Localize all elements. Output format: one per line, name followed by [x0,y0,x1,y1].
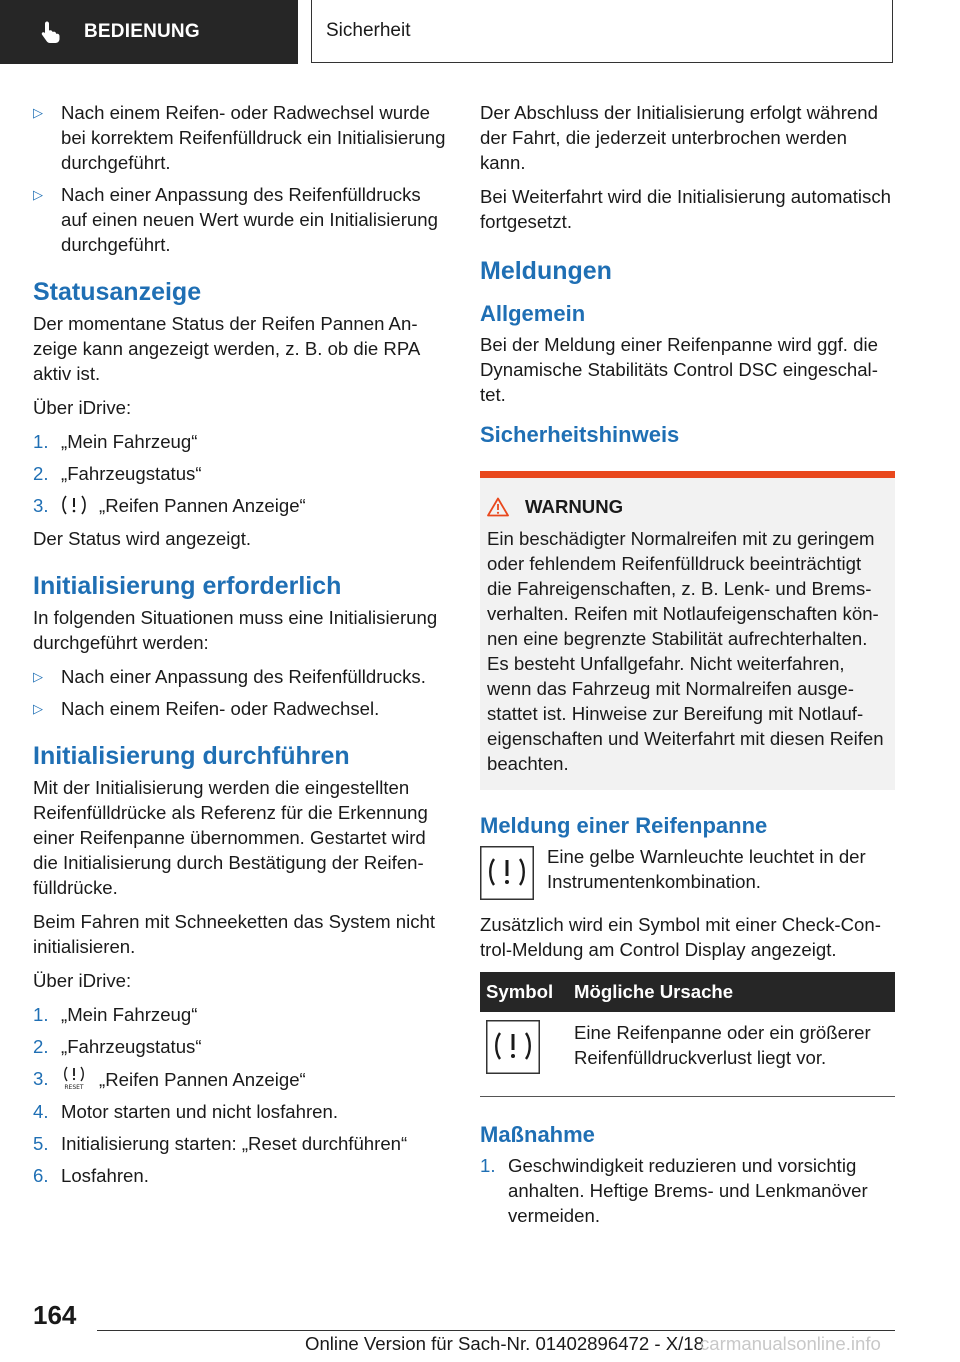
table-cell-symbol [480,1012,568,1097]
page-header [0,0,960,66]
tire-reset-icon [61,1066,87,1090]
tire-pressure-warning-lamp-icon [480,846,534,900]
idrive-label: Über iDrive: [33,970,132,991]
init-do-text2: Beim Fahren mit Schneeketten das System nicht initialisieren. [33,911,436,957]
list-item: 3. RESET „Reifen Pannen Anzeige“ [33,1068,306,1090]
page-number: 164 [33,1300,77,1330]
list-item: 1. Geschwindigkeit reduzieren und vorsichtig anhalten. Heftige Brems- und Lenkmanöver vermeiden. [480,1155,868,1226]
heading-massnahme: Maßnahme [480,1122,595,1147]
watermark: carmanualsonline.info [700,1333,881,1354]
warning-lamp-text: Eine gelbe Warnleuchte leuchtet in der Instrumentenkombination. [547,846,866,892]
heading-statusanzeige: Statusanzeige [33,278,202,306]
footer-divider [97,1330,895,1331]
triangle-bullet-icon: ▷ [33,105,43,120]
allgemein-text: Bei der Meldung einer Reifenpanne wird ggf. die Dynamische Stabilitäts Control DSC eingeschaltet. [480,334,878,405]
idrive-label: Über iDrive: [33,397,132,418]
warning-label: WARNUNG [525,496,624,517]
status-result: Der Status wird angezeigt. [33,528,252,549]
completion-text: Der Abschluss der Initialisierung erfolgt während der Fahrt, die jederzeit unterbrochen werden kann. [480,102,878,173]
init-do-text1: Mit der Initialisierung werden die eingestellten Reifenfülldrücke als Referenz für die Erkennung einer Reifenpanne übernommen. Gestartet wird die Initialisierung durch Bestätigung der Reifenfülldrücke. [33,777,428,898]
init-do-steps [33,1002,447,1188]
heading-init-do: Initialisierung durchführen [33,742,350,770]
symbol-text: Zusätzlich wird ein Symbol mit einer Check-Control-Meldung am Control Display angezeigt. [480,914,881,960]
list-item: 1. „Mein Fahrzeug“ [33,431,198,452]
tire-pressure-warning-lamp-icon [486,1020,540,1074]
right-column [480,100,895,1236]
continuation-text: Bei Weiterfahrt wird die Initialisierung automatisch fortgesetzt. [480,186,891,232]
warning-text: Ein beschädigter Normalreifen mit zu geringem oder fehlendem Reifenfülldruck beeinträchtigt die Fahreigenschaften, z. B. Lenk- und Bremsverhalten. Reifen mit Notlaufeigenschaften können eine begrenzte Stabilität aufrechterhalten. Es besteht Unfallgefahr. Nicht weiterfahren, wenn das Fahrzeug mit Normalreifen ausgestattet ist. Hinweise zur Bereifung mit Notlaufeigenschaften und Weiterfahrt mit diesen Reifen beachten. [487,528,884,774]
triangle-bullet-icon: ▷ [33,187,43,202]
list-item: ▷ Nach einer Anpassung des Reifenfülldrucks auf einen neuen Wert wurde ein Initialisierung durchgeführt. [33,184,438,255]
massnahme-steps [480,1153,895,1228]
section-label: BEDIENUNG [84,21,200,42]
table-row [480,1012,895,1097]
heading-meldung-reifenpanne: Meldung einer Reifenpanne [480,813,768,838]
list-item: ▷ Nach einem Reifen- oder Radwechsel wurde bei korrektem Reifenfülldruck ein Initialisierung durchgeführt. [33,102,446,173]
init-required-text: In folgenden Situationen muss eine Initialisierung durchgeführt werden: [33,607,438,653]
table-header-cause: Mögliche Ursache [568,972,895,1012]
section-tab [0,0,298,64]
hand-pointer-icon [38,19,64,45]
heading-meldungen: Meldungen [480,257,612,285]
triangle-bullet-icon: ▷ [33,669,43,684]
warning-triangle-icon [487,497,509,517]
table-header-row [480,972,895,1012]
footer-version-text: Online Version für Sach-Nr. 01402896472 - X/18 [305,1333,704,1354]
list-item: 6. Losfahren. [33,1165,149,1186]
chapter-label: Sicherheit [326,20,411,41]
list-item: 1. „Mein Fahrzeug“ [33,1004,198,1025]
list-item: 2. „Fahrzeugstatus“ [33,1036,202,1057]
heading-allgemein: Allgemein [480,301,586,326]
reset-icon-label: RESET [64,1084,84,1090]
table-header-symbol: Symbol [480,972,568,1012]
table-cell-cause: Eine Reifenpanne oder ein größerer Reifenfülldruckverlust liegt vor. [568,1012,895,1097]
chapter-tab [311,0,893,63]
list-item: ▷ Nach einem Reifen- oder Radwechsel. [33,698,380,719]
tire-pressure-warning-icon [61,494,87,516]
status-text: Der momentane Status der Reifen Pannen Anzeige kann angezeigt werden, z. B. ob die RPA aktiv ist. [33,313,420,384]
warning-box [480,471,895,790]
status-steps [33,429,447,518]
warning-header [487,496,887,518]
list-item: 2. „Fahrzeugstatus“ [33,463,202,484]
left-column [33,100,447,1196]
init-required-bullets [33,664,447,721]
list-item: 3. „Reifen Pannen Anzeige“ [33,495,306,516]
intro-bullet-list [33,100,447,257]
heading-sicherheitshinweis: Sicherheitshinweis [480,422,680,447]
symbol-table [480,972,895,1097]
list-item: 5. Initialisierung starten: „Reset durchführen“ [33,1133,408,1154]
list-item: 4. Motor starten und nicht losfahren. [33,1101,338,1122]
warning-lamp-row [480,844,895,900]
heading-init-required: Initialisierung erforderlich [33,572,342,600]
triangle-bullet-icon: ▷ [33,701,43,716]
list-item: ▷ Nach einer Anpassung des Reifenfülldrucks. [33,666,426,687]
